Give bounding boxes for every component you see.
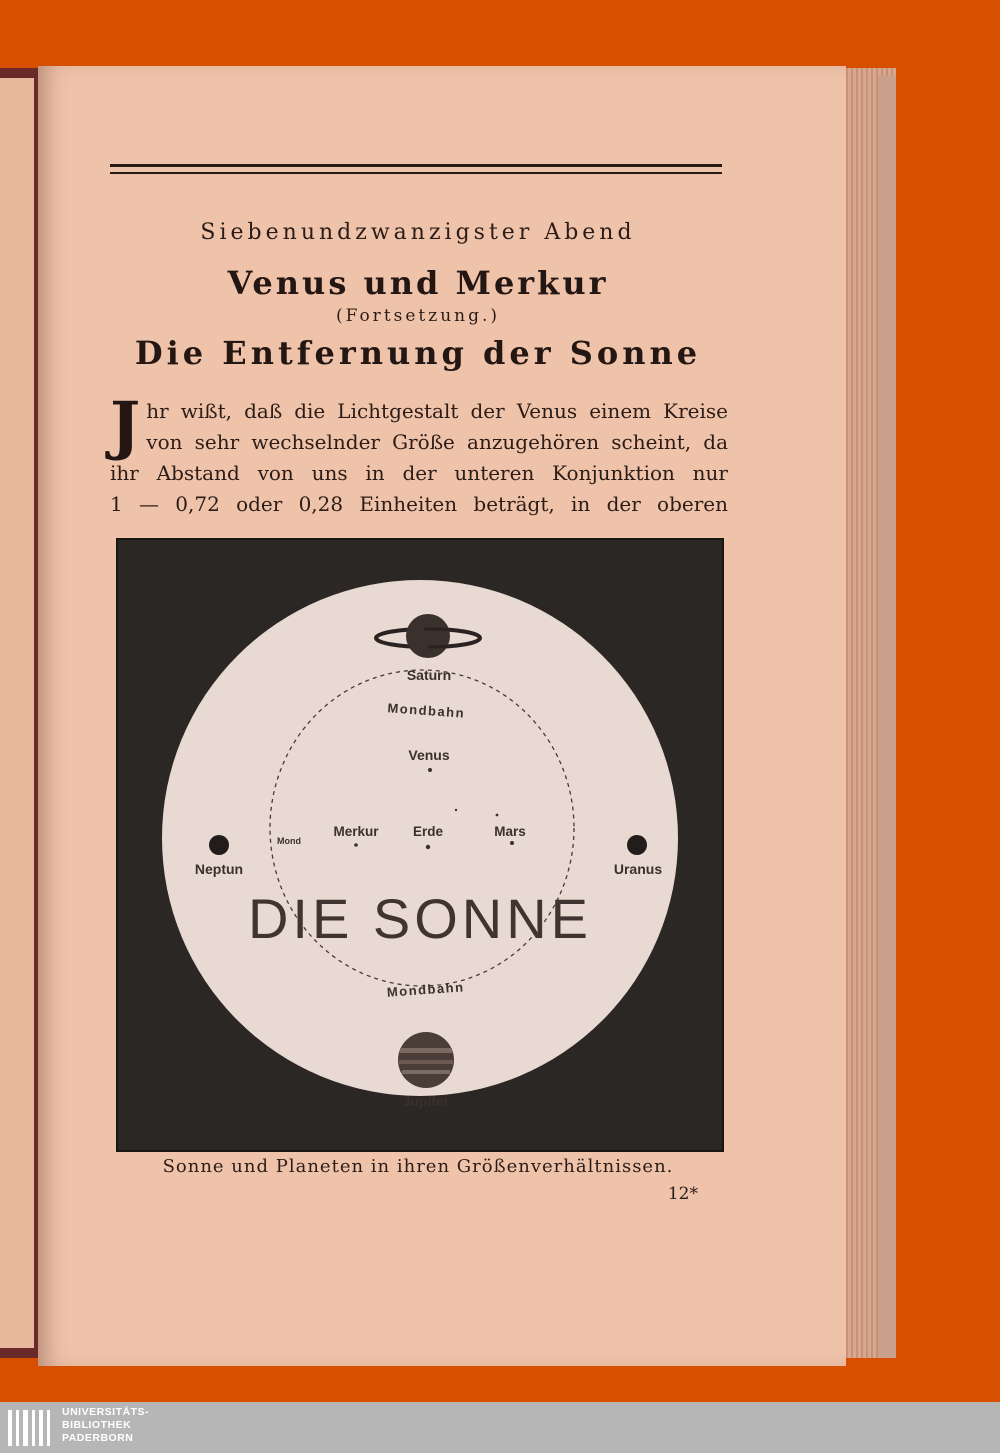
sun-planets-figure [116, 538, 724, 1152]
page-title: Venus und Merkur [227, 264, 609, 302]
label-neptun: Neptun [194, 861, 244, 877]
small-dot-icon [455, 809, 457, 811]
continuation-note: (Fortsetzung.) [335, 306, 501, 326]
label-venus: Venus [408, 747, 450, 763]
library-logo-text [62, 1406, 149, 1445]
figure-drawing [118, 540, 722, 1150]
text-line: 1 — 0,72 oder 0,28 Einheiten beträgt, in der oberen [110, 492, 728, 516]
mars-dot-icon [496, 814, 499, 817]
figure-caption: Sonne und Planeten in ihren Größenverhältnissen. [162, 1156, 674, 1177]
book-page [38, 66, 846, 1366]
text-line: von sehr wechselnder Größe anzugehören scheint, da [146, 430, 728, 454]
drop-initial: J [110, 388, 141, 463]
logo-line: UNIVERSITÄTS- [62, 1406, 150, 1418]
library-logo-icon [6, 1408, 54, 1448]
uranus-icon [627, 835, 647, 855]
label-saturn: Saturn [406, 667, 452, 683]
mercury-icon [354, 843, 358, 847]
label-jupiter: Jupiter [402, 1093, 450, 1109]
jupiter-icon [398, 1032, 454, 1088]
label-mond: Mond [277, 836, 301, 846]
logo-line: BIBLIOTHEK [62, 1419, 132, 1431]
header-rule [110, 164, 722, 167]
label-uranus: Uranus [613, 861, 663, 877]
mars-icon [510, 841, 514, 845]
label-orbit-top: Mondbahn [387, 700, 466, 721]
library-footer [0, 1402, 1000, 1453]
chapter-heading: Siebenundzwanzigster Abend [200, 220, 636, 245]
neptune-icon [209, 835, 229, 855]
label-orbit-bottom: Mondbahn [386, 979, 465, 1000]
text-line: ihr Abstand von uns in der unteren Konjunktion nur [110, 461, 728, 485]
left-page-edge [0, 78, 34, 1348]
text-line: hr wißt, daß die Lichtgestalt der Venus einem Kreise [146, 399, 728, 423]
book-cover-right [878, 76, 896, 1358]
sun-label: DIE SONNE [247, 887, 593, 950]
section-subtitle: Die Entfernung der Sonne [134, 334, 702, 372]
logo-line: PADERBORN [62, 1432, 134, 1444]
label-mars: Mars [494, 824, 526, 839]
body-text [110, 388, 728, 520]
page-number: 12* [667, 1184, 698, 1204]
label-erde: Erde [412, 824, 444, 839]
label-merkur: Merkur [333, 824, 379, 839]
venus-icon [428, 768, 432, 772]
header-rule-thin [110, 172, 722, 174]
earth-icon [426, 845, 430, 849]
